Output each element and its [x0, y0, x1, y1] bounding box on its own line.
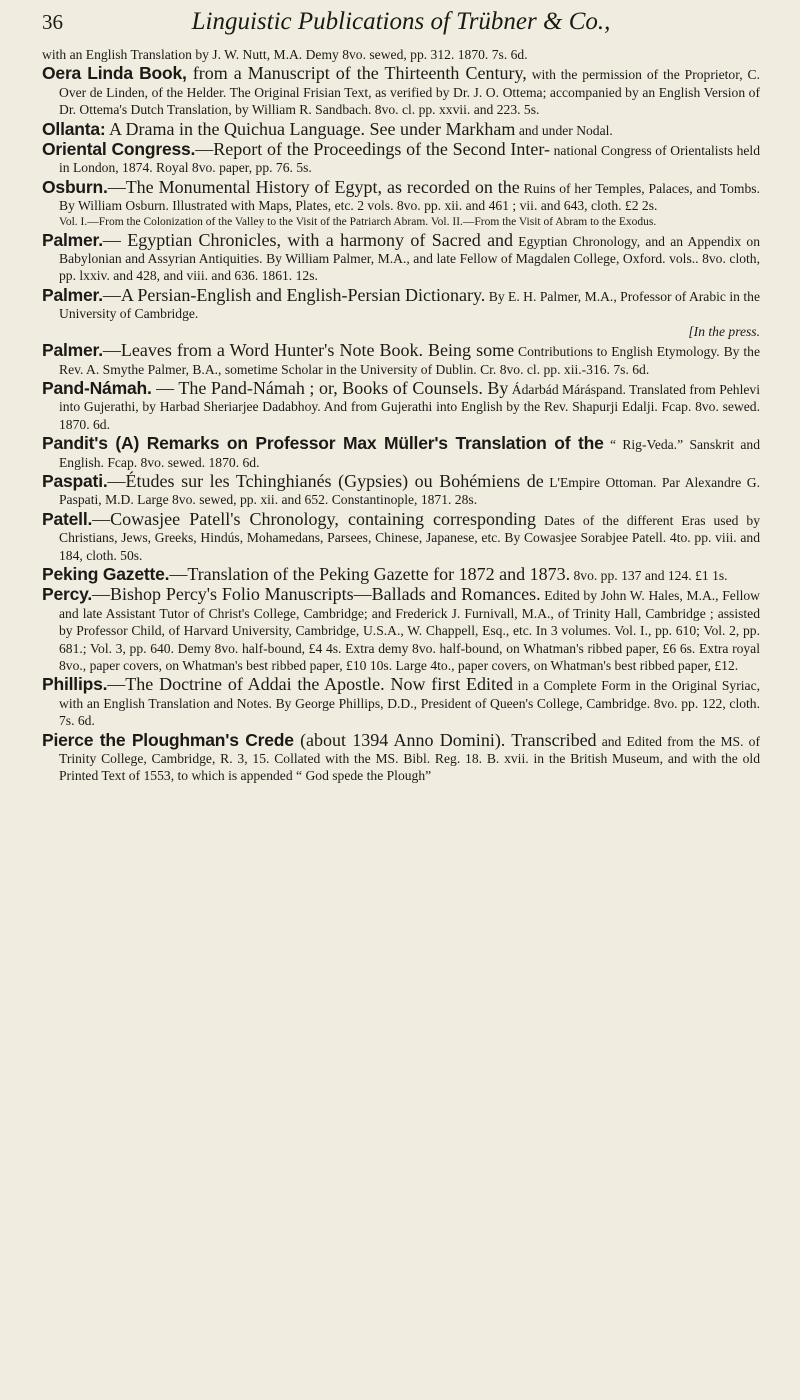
entry-body: Ádarbád Máráspand. Translated from Pehlevi into Gujerathi, by Harbad Sheriarjee Dadabhoy. And from Gujerathi into English by the Rev. Shapurji Edalji. Fcap. 8vo. sewed. 1870. 6d.: [59, 381, 760, 432]
entry-body: and Edited from the MS. of Trinity College, Cambridge, R. 3, 15. Collated with the MS. Bibl. Reg. 18. B. xvii. in the British Museum, and with the old Printed Text of 1553, to which is appended “ God spede the Plough”: [59, 733, 760, 784]
entry-heading: Pandit's (A) Remarks on Professor Max Müller's Translation of the: [42, 433, 604, 454]
catalogue-entry: [42, 284, 761, 340]
entry-volume-notes: Vol. I.—From the Colonization of the Valley to the Visit of the Patriarch Abram. Vol. II.—From the Visit of Abram to the Exodus.: [59, 215, 657, 228]
entry-heading: Pierce the Ploughman's Crede: [42, 729, 294, 750]
entry-body: Ruins of her Temples, Palaces, and Tombs. By William Osburn. Illustrated with Maps, Plates, etc. 2 vols. 8vo. pp. xii. and 461 ; vii. and 643, cloth. £2 2s.: [59, 180, 760, 214]
entry-title: —Report of the Proceedings of the Second Inter-: [195, 139, 550, 160]
catalogue-entry: [42, 65, 760, 118]
catalogue-entry: [42, 118, 760, 139]
entry-title: —Translation of the Peking Gazette for 1872 and 1873.: [169, 563, 571, 584]
catalogue-entry: [42, 377, 760, 433]
catalogue-entry: [42, 508, 760, 564]
entry-body: Contributions to English Etymology. By the Rev. A. Smythe Palmer, B.A., sometime Scholar in the University of Dublin. Cr. 8vo. cl. pp. xii.-316. 7s. 6d.: [59, 344, 760, 377]
catalogue-entry: [42, 342, 760, 378]
entry-body: with an English Translation by J. W. Nutt, M.A. Demy 8vo. sewed, pp. 312. 1870. 7s. 6d.: [42, 47, 528, 62]
entry-body: Egyptian Chronology, and an Appendix on Babylonian and Assyrian Antiquities. By William Palmer, M.A., and late Fellow of Magdalen College, Oxford. vols.. 8vo. cloth, pp. lxxiv. and 428, and viii. and 636. 1861. 12s.: [59, 233, 760, 284]
entry-heading: Ollanta:: [42, 118, 106, 139]
catalogue-entries: [42, 46, 760, 785]
catalogue-entry: [42, 563, 760, 584]
entry-body: By E. H. Palmer, M.A., Professor of Arabic in the University of Cambridge.: [59, 288, 761, 322]
entry-body: 8vo. pp. 137 and 124. £1 1s.: [570, 567, 728, 583]
entry-title: —A Persian-English and English-Persian Dictionary.: [102, 284, 486, 305]
page-header: [42, 6, 760, 46]
entry-heading: Pand-Námah.: [42, 377, 152, 398]
catalogue-entry: [42, 586, 760, 674]
entry-heading: Percy.: [42, 584, 93, 605]
catalogue-entry: [42, 141, 760, 177]
catalogue-entry: [42, 676, 760, 729]
entry-body: “ Rig-Veda.” Sanskrit and English. Fcap. 8vo. sewed. 1870. 6d.: [59, 437, 761, 470]
entry-title: —Bishop Percy's Folio Manuscripts—Ballads and Romances.: [92, 584, 541, 605]
entry-status-note: [In the press.: [688, 323, 760, 339]
entry-title: from a Manuscript of the Thirteenth Century,: [186, 63, 527, 84]
entry-heading: Palmer.: [42, 340, 103, 361]
catalogue-entry: [42, 470, 760, 509]
entry-body: national Congress of Orientalists held in London, 1874. Royal 8vo. paper, pp. 76. 5s.: [59, 143, 760, 176]
entry-body: and under Nodal.: [515, 122, 613, 138]
entry-heading: Paspati.: [42, 470, 108, 491]
page-number: 36: [42, 10, 63, 34]
entry-body: with the permission of the Proprietor, C. Over de Linden, of the Helder. The Original Frisian Text, as verified by Dr. J. O. Ottema; accompanied by an English Version of Dr. Ottema's Dutch Translation, by William R. Sandbach. 8vo. cl. pp. xxvii. and 223. 5s.: [59, 67, 760, 118]
entry-title: —The Doctrine of Addai the Apostle. Now first Edited: [107, 674, 513, 695]
entry-heading: Palmer.: [42, 284, 103, 305]
entry-body: Edited by John W. Hales, M.A., Fellow and late Assistant Tutor of Christ's College, Cambridge; and Frederick J. Furnivall, M.A., of Trinity Hall, Cambridge ; assisted by Professor Child, of Harvard University, Cambridge, U.S.A., W. Chappell, Esq., etc. In 3 volumes. Vol. I., pp. 610; Vol. 2, pp. 681.; Vol. 3, pp. 640. Demy 8vo. half-bound, £4 4s. Extra demy 8vo. half-bound, on Whatman's ribbed paper, £6 6s. Extra royal 8vo., paper covers, on Whatman's best ribbed paper, £10 10s. Large 4to., paper covers, on Whatman's best ribbed paper, £12.: [59, 588, 760, 673]
entry-heading: Osburn.: [42, 176, 108, 197]
entry-title: — Egyptian Chronicles, with a harmony of Sacred and: [102, 229, 514, 250]
entry-title: —The Monumental History of Egypt, as recorded on the: [107, 176, 520, 197]
entry-title: A Drama in the Quichua Language. See under Markham: [105, 118, 516, 139]
entry-heading: Patell.: [42, 508, 93, 529]
catalogue-entry: [42, 435, 760, 471]
entry-heading: Palmer.: [42, 229, 103, 250]
catalogue-entry: [42, 46, 760, 63]
catalogue-entry: [42, 729, 760, 785]
entry-title: —Leaves from a Word Hunter's Note Book. Being some: [102, 340, 515, 361]
entry-body: Dates of the different Eras used by Christians, Jews, Greeks, Hindús, Mohamedans, Parsees, Chinese, Japanese, etc. By Cowasjee Sorabjee Patell. 4to. pp. viii. and 184, cloth. 50s.: [59, 512, 760, 563]
entry-heading: Peking Gazette.: [42, 563, 170, 584]
catalogue-entry: [42, 229, 760, 285]
entry-title: —Études sur les Tchinghianés (Gypsies) ou Bohémiens de: [107, 470, 544, 491]
entry-title: — The Pand-Námah ; or, Books of Counsels. By: [151, 377, 509, 398]
entry-body: in a Complete Form in the Original Syriac, with an English Translation and Notes. By George Phillips, D.D., President of Queen's College, Cambridge. 8vo. pp. 122, cloth. 7s. 6d.: [59, 678, 760, 729]
entry-title: (about 1394 Anno Domini). Transcribed: [293, 729, 597, 750]
entry-heading: Oera Linda Book,: [42, 63, 187, 84]
entry-heading: Oriental Congress.: [42, 139, 196, 160]
entry-title: —Cowasjee Patell's Chronology, containing corresponding: [92, 508, 537, 529]
catalogue-entry: [42, 176, 760, 230]
entry-heading: Phillips.: [42, 674, 108, 695]
running-head: Linguistic Publications of Trübner & Co.,: [191, 8, 611, 35]
entry-body: L'Empire Ottoman. Par Alexandre G. Paspati, M.D. Large 8vo. sewed, pp. xii. and 652. Constantinople, 1871. 28s.: [59, 474, 760, 508]
